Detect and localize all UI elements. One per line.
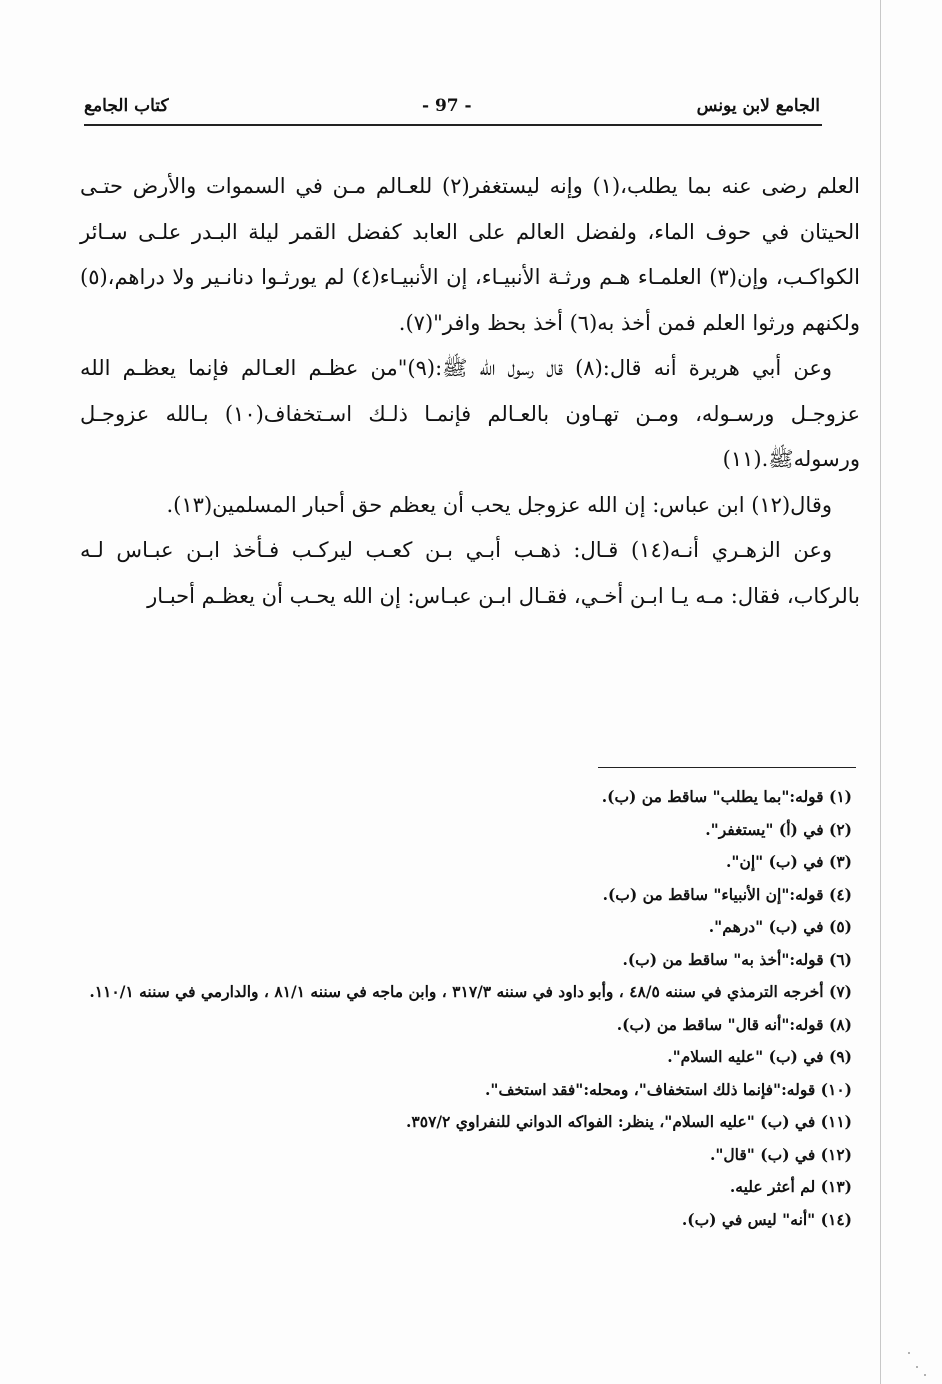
body-paragraph: وعن أبي هريرة أنه قال:(٨) قال رسول الله ﷺ:(٩)"من عظـم العـالم فإنما يعظـم الله عزوجـل ورسـوله، ومـن تهـاون بالعـالم فإنمـا ذلـك اسـتخفاف(١٠) بـالله عزوجـل ورسولهﷺ.(١١) <box>80 356 860 471</box>
scan-speck <box>908 1352 910 1354</box>
footnote: (١٢) في (ب) "قال". <box>709 1144 852 1164</box>
page-number: - 97 - <box>422 96 472 116</box>
footnote: (٥) في (ب) "درهم". <box>708 917 852 936</box>
footnote: (٨) قوله:"أنه قال" ساقط من (ب). <box>616 1014 852 1034</box>
footnote: (٧) أخرجه الترمذي في سننه ٤٨/٥ ، وأبو داود في سننه ٣١٧/٣ ، وابن ماجه في سننه ٨١/١ ، والدارمي في سننه ١١٠/١. <box>89 982 852 1001</box>
body-paragraph: وقال(١٢) ابن عباس: إن الله عزوجل يحب أن يعظم حق أحبار المسلمين(١٣). <box>166 492 832 517</box>
footnote: (٣) في (ب) "إن". <box>725 852 852 871</box>
footnote: (١١) في (ب) "عليه السلام"، ينظر: الفواكه الدواني للنفراوي ٣٥٧/٢. <box>406 1112 852 1131</box>
running-header <box>84 96 820 124</box>
footnote: (١) قوله:"بما يطلب" ساقط من (ب). <box>601 787 852 806</box>
body-paragraph: العلم رضى عنه بما يطلب،(١) وإنه ليستغفر(٢) للعـالم مـن في السموات والأرض حتـى الحيتان في حوف الماء، ولفضل العالم على العابد كفضل القمر ليلة البـدر علـى سـائر الكواكـب، وإن(٣) العلمـاء هـم ورثـة الأنبيـاء، إن الأنبيـاء(٤) لم يورثـوا دنانـير ولا دراهم،(٥) ولكنهم ورثوا العلم فمن أخذ به(٦) أخذ بحظ وافر"(٧). <box>80 174 860 335</box>
footnote: (١٠) قوله:"فإنما ذلك استخفاف"، ومحله:"فقد استخف". <box>485 1079 852 1099</box>
footnotes <box>82 781 852 1236</box>
header-book-title: الجامع لابن يونس <box>696 96 820 116</box>
footnote-separator <box>598 767 856 768</box>
main-text <box>80 164 860 619</box>
footnote: (٩) في (ب) "عليه السلام". <box>667 1047 852 1066</box>
scan-speck <box>924 1374 926 1376</box>
footnote: (٢) في (أ) "يستغفر". <box>705 819 852 839</box>
footnote: (١٣) لم أعثر عليه. <box>729 1177 852 1196</box>
footnote: (٦) قوله:"أخذ به" ساقط من (ب). <box>622 949 852 969</box>
header-rule <box>84 124 822 126</box>
scan-speck <box>916 1366 918 1368</box>
header-chapter-title: كتاب الجامع <box>84 96 169 116</box>
body-paragraph: وعن الزهـري أنـه(١٤) قـال: ذهـب أبـي بـن كعـب ليركـب فـأخذ ابـن عبـاس لـه بالركاب، فقال: مـه يـا ابـن أخـي، فقـال ابـن عبـاس: إن الله يحـب أن يعظـم أحبـار <box>80 538 860 608</box>
footnote: (١٤) "أنه" ليس في (ب). <box>681 1209 852 1229</box>
footnote: (٤) قوله:"إن الأنبياء" ساقط من (ب). <box>602 884 852 904</box>
page-edge-line <box>880 0 881 1384</box>
